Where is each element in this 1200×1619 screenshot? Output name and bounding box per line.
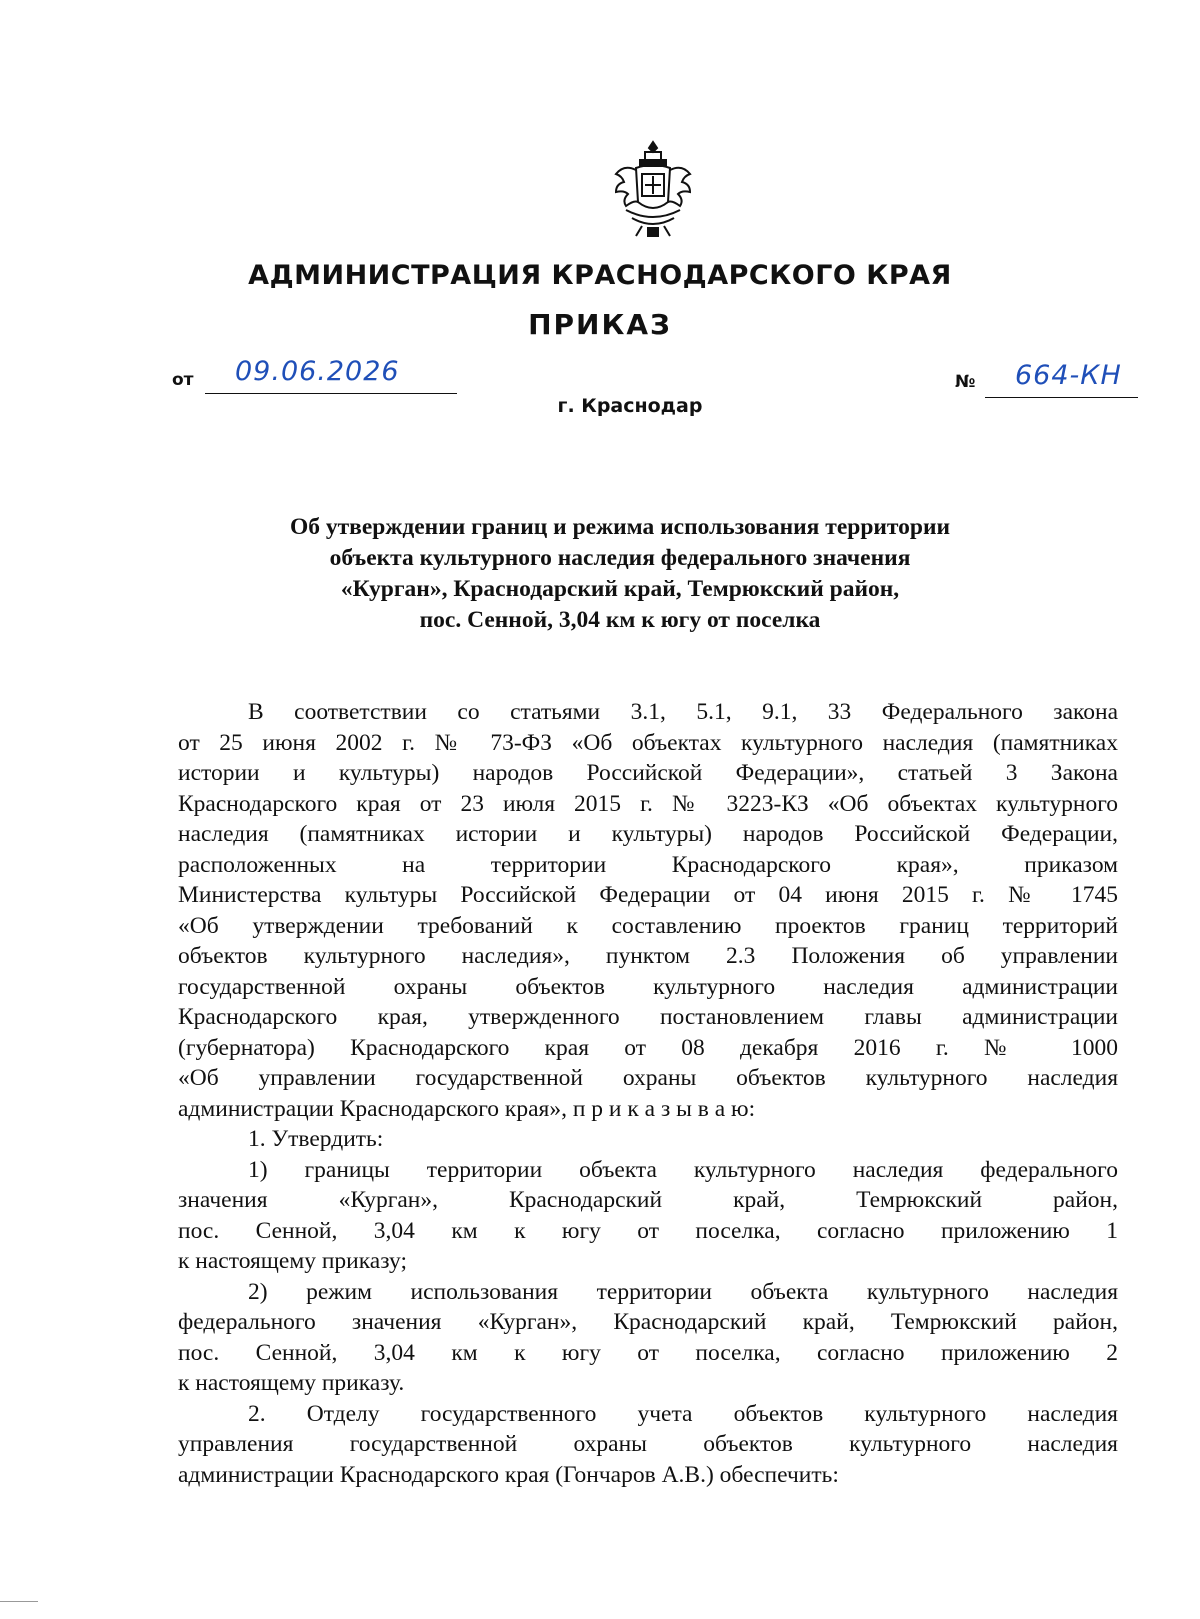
body-line: В соответствии со статьями 3.1, 5.1, 9.1, 33 Федерального закона bbox=[248, 699, 1118, 725]
body-line: расположенных на территории Краснодарского края», приказом bbox=[178, 851, 1118, 878]
body-line: 2) режим использования территории объекта культурного наследия bbox=[248, 1278, 1118, 1305]
document-title bbox=[180, 512, 1060, 636]
coat-of-arms-emblem bbox=[612, 140, 694, 240]
body-line: Министерства культуры Российской Федерации от 04 июня 2015 г. № 1745 bbox=[178, 882, 1118, 908]
body-line: «Об управлении государственной охраны объектов культурного наследия bbox=[178, 1065, 1118, 1091]
body-line: пос. Сенной, 3,04 км к югу от поселка, согласно приложению 2 bbox=[178, 1339, 1118, 1366]
title-line: «Курган», Краснодарский край, Темрюкский район, bbox=[340, 576, 900, 602]
document-body bbox=[178, 697, 1118, 1490]
city-name: г. Краснодар bbox=[557, 395, 703, 417]
title-line: объекта культурного наследия федерального значения bbox=[329, 545, 911, 571]
body-line: к настоящему приказу. bbox=[178, 1370, 405, 1396]
number-label: № bbox=[955, 372, 976, 392]
body-line: государственной охраны объектов культурного наследия администрации bbox=[178, 973, 1118, 1000]
body-line: 1) границы территории объекта культурного наследия федерального bbox=[248, 1156, 1118, 1183]
body-line: администрации Краснодарского края (Гончаров А.В.) обеспечить: bbox=[178, 1461, 839, 1488]
body-line: объектов культурного наследия», пунктом 2.3 Положения об управлении bbox=[178, 943, 1118, 969]
body-line: Краснодарского края, утвержденного постановлением главы администрации bbox=[178, 1004, 1118, 1030]
number-value: 664-КН bbox=[1015, 360, 1122, 391]
organization-name: АДМИНИСТРАЦИЯ КРАСНОДАРСКОГО КРАЯ bbox=[248, 260, 952, 291]
title-line: Об утверждении границ и режима использования территории bbox=[289, 514, 951, 540]
body-line: 2. Отделу государственного учета объектов культурного наследия bbox=[248, 1400, 1118, 1427]
date-underline bbox=[205, 393, 457, 394]
scan-edge-mark bbox=[0, 1601, 38, 1602]
body-line: пос. Сенной, 3,04 км к югу от поселка, согласно приложению 1 bbox=[178, 1217, 1118, 1244]
body-line: к настоящему приказу; bbox=[178, 1248, 407, 1274]
document-type: ПРИКАЗ bbox=[528, 308, 672, 341]
body-line: «Об утверждении требований к составлению проектов границ территорий bbox=[178, 912, 1118, 939]
body-line: от 25 июня 2002 г. № 73-ФЗ «Об объектах культурного наследия (памятниках bbox=[178, 729, 1118, 756]
date-label: от bbox=[172, 370, 194, 390]
body-line: Краснодарского края от 23 июля 2015 г. № 3223-КЗ «Об объектах культурного bbox=[178, 790, 1118, 817]
body-line: наследия (памятниках истории и культуры) народов Российской Федерации, bbox=[178, 821, 1118, 847]
title-line: пос. Сенной, 3,04 км к югу от поселка bbox=[419, 607, 821, 633]
body-line: значения «Курган», Краснодарский край, Темрюкский район, bbox=[178, 1187, 1118, 1213]
body-line: истории и культуры) народов Российской Федерации», статьей 3 Закона bbox=[178, 760, 1118, 786]
body-line: федерального значения «Курган», Краснодарский край, Темрюкский район, bbox=[178, 1309, 1118, 1335]
date-value: 09.06.2026 bbox=[235, 356, 400, 387]
body-line: (губернатора) Краснодарского края от 08 декабря 2016 г. № 1000 bbox=[178, 1034, 1118, 1061]
body-line: управления государственной охраны объектов культурного наследия bbox=[178, 1431, 1118, 1457]
body-line: 1. Утвердить: bbox=[248, 1126, 384, 1152]
body-line: администрации Краснодарского края», п р и к а з ы в а ю: bbox=[178, 1095, 756, 1122]
